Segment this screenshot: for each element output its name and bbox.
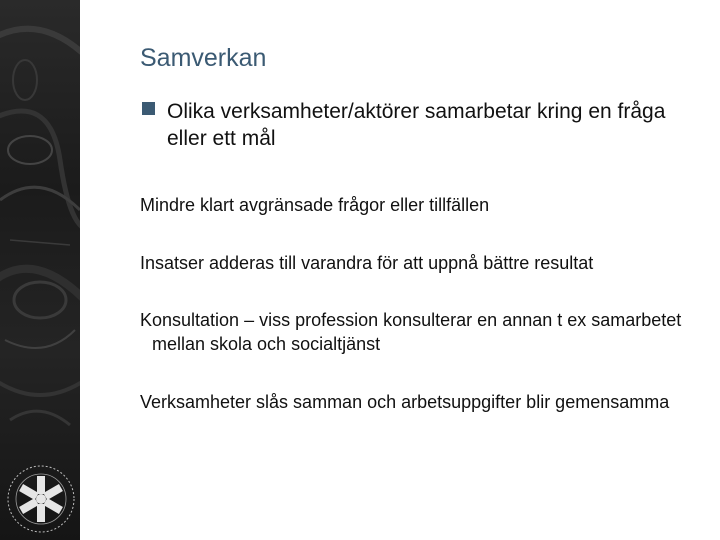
university-seal-icon (4, 462, 78, 536)
square-bullet-icon (142, 102, 155, 115)
decorative-side-panel (0, 0, 80, 540)
list-item: Verksamheter slås samman och arbetsuppgifter blir gemensamma (140, 392, 670, 412)
main-bullet-text: Olika verksamheter/aktörer samarbetar kring en fråga eller ett mål (167, 100, 666, 150)
slide-title: Samverkan (140, 44, 267, 72)
list-item: Konsultation – viss profession konsulterar en annan t ex samarbetet mellan skola och socialtjänst (140, 310, 682, 354)
panel-texture (0, 0, 80, 540)
list-item: Insatser adderas till varandra för att uppnå bättre resultat (140, 253, 594, 273)
list-item: Mindre klart avgränsade frågor eller tillfällen (140, 195, 490, 215)
main-bullet (140, 98, 680, 152)
